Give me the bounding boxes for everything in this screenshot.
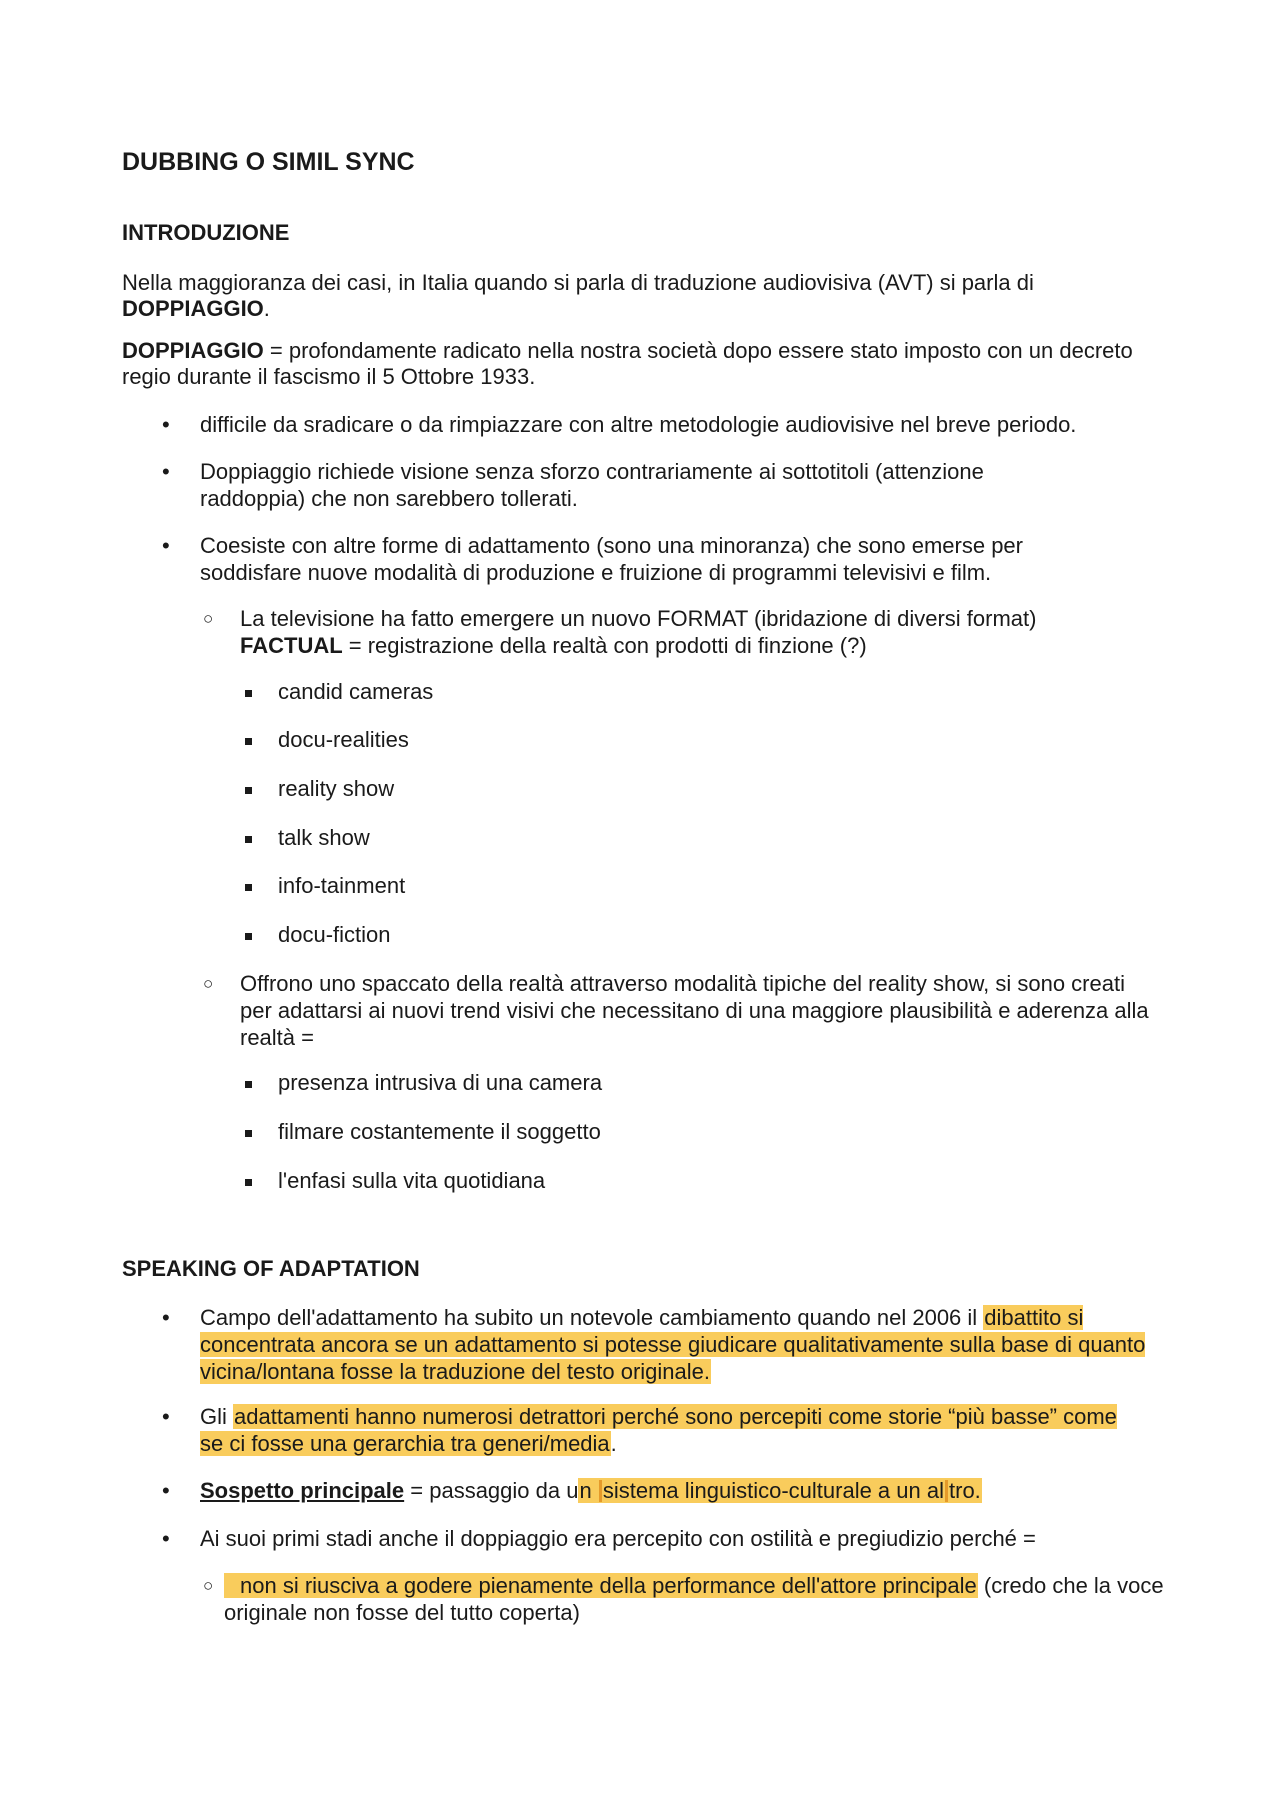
square-marker: [245, 1081, 252, 1088]
intro-para1-end: .: [263, 296, 270, 321]
bullet-marker: •: [162, 1404, 170, 1429]
intro-bullet-1: difficile da sradicare o da rimpiazzare con altre metodologie audiovisive nel breve periodo.: [200, 412, 1077, 437]
adaptation-bullet-3: [200, 1477, 1180, 1504]
section-heading-adaptation: SPEAKING OF ADAPTATION: [122, 1256, 420, 1281]
adaptation-sub-text: (credo che la voce originale non fosse del tutto coperta): [224, 1573, 1164, 1625]
adaptation-b2-end: .: [610, 1431, 617, 1456]
reality-item: filmare costantemente il soggetto: [278, 1119, 601, 1144]
square-marker: [245, 787, 252, 794]
bullet-marker: •: [162, 459, 170, 484]
square-marker: [245, 690, 252, 697]
bullet-marker: •: [162, 533, 170, 558]
reality-item: presenza intrusiva di una camera: [278, 1070, 603, 1095]
square-marker: [245, 1179, 252, 1186]
factual-item: info-tainment: [278, 873, 406, 898]
intro-paragraph-2: [122, 338, 1162, 390]
reality-item: l'enfasi sulla vita quotidiana: [278, 1168, 546, 1193]
square-marker: [245, 738, 252, 745]
adaptation-subitem: [224, 1572, 1164, 1626]
highlight: non si riusciva a godere pienamente della performance dell'attore principale: [224, 1573, 978, 1598]
square-marker: [245, 933, 252, 940]
comment-caret: [599, 1480, 602, 1502]
square-marker: [245, 836, 252, 843]
factual-item: reality show: [278, 776, 395, 801]
highlight: [578, 1478, 981, 1503]
section-heading-introduzione: INTRODUZIONE: [122, 220, 290, 245]
highlight: dibattito si concentrata ancora se un adattamento si potesse giudicare qualitativamente sulla base di quanto vicina/lontana fosse la traduzione del testo originale.: [200, 1305, 1146, 1384]
intro-bullet-2: Doppiaggio richiede visione senza sforzo contrariamente ai sottotitoli (attenzione raddoppia) che non sarebbero tollerati.: [200, 459, 984, 511]
factual-definition: = registrazione della realtà con prodotti di finzione (?): [342, 633, 867, 658]
bullet-marker: •: [162, 412, 170, 437]
circle-marker: ○: [203, 609, 214, 628]
square-marker: [245, 1130, 252, 1137]
factual-item: candid cameras: [278, 679, 434, 704]
adaptation-bullet-1: [200, 1304, 1160, 1385]
adaptation-bullet-4: Ai suoi primi stadi anche il doppiaggio era percepito con ostilità e pregiudizio perché =: [200, 1526, 1036, 1551]
bullet-marker: •: [162, 1526, 170, 1551]
square-marker: [245, 884, 252, 891]
comment-caret: [945, 1480, 948, 1502]
factual-item: docu-realities: [278, 727, 409, 752]
intro-paragraph-1: [122, 270, 1162, 322]
highlight-part: sistema linguistico-culturale a un al: [602, 1478, 944, 1503]
highlight-part: tro.: [949, 1478, 981, 1503]
adaptation-b1-text: Campo dell'adattamento ha subito un notevole cambiamento quando nel 2006 il: [200, 1305, 984, 1330]
circle-marker: ○: [203, 974, 214, 993]
bullet-marker: •: [162, 1305, 170, 1330]
adaptation-bullet-2: [200, 1403, 1140, 1457]
factual-line1: La televisione ha fatto emergere un nuovo FORMAT (ibridazione di diversi format): [240, 606, 1037, 631]
intro-para2-text: = profondamente radicato nella nostra società dopo essere stato imposto con un decreto regio durante il fascismo il 5 Ottobre 1933.: [122, 338, 1133, 389]
bullet-marker: •: [162, 1478, 170, 1503]
factual-bold: FACTUAL: [240, 633, 343, 658]
circle-marker: ○: [203, 1576, 214, 1595]
intro-para1-text: Nella maggioranza dei casi, in Italia quando si parla di traduzione audiovisiva (AVT) si parla di: [122, 270, 1034, 295]
highlight-part: n: [579, 1478, 598, 1503]
factual-item: docu-fiction: [278, 922, 391, 947]
factual-subitem: [240, 605, 1140, 659]
reality-subitem: Offrono uno spaccato della realtà attraverso modalità tipiche del reality show, si sono creati per adattarsi ai nuovi trend visivi che necessitano di una maggiore plausibilità e aderenza alla realtà =: [240, 971, 1149, 1050]
adaptation-b3-text: = passaggio da u: [404, 1478, 579, 1503]
intro-para1-bold: DOPPIAGGIO: [122, 296, 264, 321]
intro-para2-bold: DOPPIAGGIO: [122, 338, 264, 363]
factual-item: talk show: [278, 825, 370, 850]
document-title: DUBBING O SIMIL SYNC: [122, 148, 415, 176]
intro-bullet-3: Coesiste con altre forme di adattamento (sono una minoranza) che sono emerse per soddisfare nuove modalità di produzione e fruizione di programmi televisivi e film.: [200, 533, 1023, 585]
highlight: adattamenti hanno numerosi detrattori perché sono percepiti come storie “più basse” come se ci fosse una gerarchia tra generi/media: [200, 1404, 1117, 1456]
adaptation-b3-bold: Sospetto principale: [200, 1478, 405, 1503]
adaptation-b2-text: Gli: [200, 1404, 233, 1429]
